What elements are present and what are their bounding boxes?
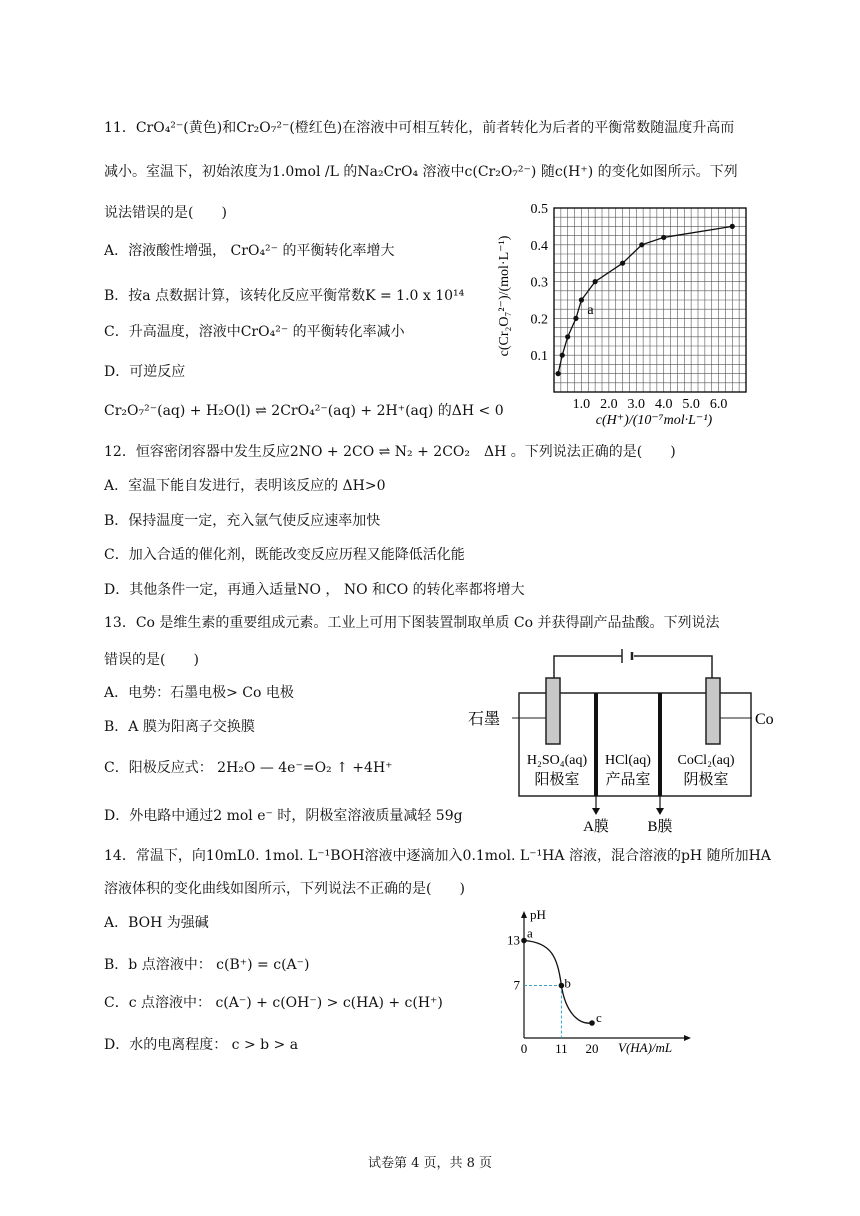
q12-stem: 12．恒容密闭容器中发生反应2NO + 2CO ⇌ N₂ + 2CO₂ ΔH 。下列说法正确的是( ) — [104, 444, 676, 460]
q14-option-b: B．b 点溶液中： c(B⁺) = c(A⁻) — [104, 957, 310, 973]
q14-chart-labels — [507, 926, 602, 1057]
x-tick-label: 5.0 — [682, 397, 700, 412]
co-label: Co — [755, 711, 774, 728]
q11-option-d: D．可逆反应 — [104, 364, 186, 380]
q14-option-c: C．c 点溶液中： c(A⁻) + c(OH⁻) > c(HA) + c(H⁺) — [104, 995, 443, 1011]
room3-name: 阴极室 — [683, 772, 729, 788]
q11-stem-line2: 减小。室温下，初始浓度为1.0mol /L 的Na₂CrO₄ 溶液中c(Cr₂O₇²⁻) 随c(H⁺) 的变化如图所示。下列 — [104, 164, 738, 180]
q14-option-d: D．水的电离程度： c > b > a — [104, 1037, 299, 1053]
page-footer: 试卷第 4 页，共 8 页 — [367, 1156, 493, 1171]
q12-option-b: B．保持温度一定，充入氩气使反应速率加快 — [104, 513, 381, 529]
room2-name: 产品室 — [605, 772, 651, 788]
q11-option-b: B．按a 点数据计算，该转化反应平衡常数K = 1.0 x 10¹⁴ — [104, 288, 465, 304]
q11-stem-line1: 11．CrO₄²⁻(黄色)和Cr₂O₇²⁻(橙红色)在溶液中可相互转化，前者转化为后者的平衡常数随温度升高而 — [104, 120, 735, 136]
x-tick-label: 3.0 — [627, 397, 646, 412]
data-point — [639, 242, 644, 247]
q13-stem-line2: 错误的是( ) — [104, 652, 199, 668]
y-axis-arrowhead — [521, 911, 527, 918]
data-point — [593, 279, 598, 284]
data-point — [556, 371, 561, 376]
q11-chart — [494, 196, 764, 432]
data-point — [573, 316, 578, 321]
q11-chart-ylabel: c(Cr₂O₇²⁻)/(mol·L⁻¹) — [497, 235, 512, 357]
graphite-label: 石墨 — [468, 711, 501, 728]
membrane-a-arrowhead — [592, 808, 600, 815]
q13-option-b: B．A 膜为阳离子交换膜 — [104, 719, 255, 735]
q11-chart-xlabel: c(H⁺)/(10⁻⁷mol·L⁻¹) — [595, 413, 713, 428]
room3-solution: CoCl₂(aq) — [677, 753, 735, 768]
q14-chart — [496, 906, 696, 1058]
point-label-c: c — [596, 1010, 602, 1025]
x-tick-label: 6.0 — [709, 397, 728, 412]
q11-option-a: A．溶液酸性增强， CrO₄²⁻ 的平衡转化率增大 — [104, 243, 395, 259]
x-axis-arrowhead — [684, 1035, 691, 1041]
point-label-a: a — [587, 303, 594, 318]
data-point — [560, 353, 565, 358]
data-point — [661, 235, 666, 240]
q13-option-d: D．外电路中通过2 mol e⁻ 时，阴极室溶液质量减轻 59g — [104, 808, 463, 824]
point-c — [589, 1020, 595, 1026]
y-tick-label: 0.3 — [530, 275, 548, 291]
q13-electrolysis-diagram — [466, 648, 784, 834]
y-tick-label: 0.5 — [530, 202, 548, 217]
y-tick-13: 13 — [507, 932, 520, 948]
room1-solution: H₂SO₄(aq) — [526, 753, 588, 768]
q12-option-a: A．室温下能自发进行，表明该反应的 ΔH>0 — [104, 478, 386, 494]
q13-option-a: A．电势：石墨电极> Co 电极 — [104, 685, 294, 701]
membrane-b-arrowhead — [656, 808, 664, 815]
q14-option-a: A．BOH 为强碱 — [104, 915, 209, 931]
graphite-electrode — [546, 678, 560, 744]
q12-option-d: D．其他条件一定，再通入适量NO ， NO 和CO 的转化率都将增大 — [104, 582, 525, 598]
data-point — [565, 334, 570, 339]
x-tick-11: 11 — [555, 1041, 568, 1056]
ph-curve — [524, 941, 592, 1024]
point-label-b: b — [564, 975, 571, 991]
q11-stem-line3: 说法错误的是( ) — [104, 205, 227, 221]
data-point — [620, 261, 625, 266]
q14-stem-line2: 溶液体积的变化曲线如图所示，下列说法不正确的是( ) — [104, 881, 465, 897]
y-tick-label: 0.1 — [530, 349, 548, 365]
point-label-a: a — [527, 925, 533, 941]
co-electrode — [706, 678, 720, 744]
q14-chart-xlabel: V(HA)/mL — [618, 1040, 673, 1055]
data-point — [579, 297, 584, 302]
q11-option-c: C．升高温度，溶液中CrO₄²⁻ 的平衡转化率减小 — [104, 324, 405, 340]
x-tick-label: 4.0 — [654, 397, 673, 412]
x-tick-0: 0 — [520, 1041, 528, 1056]
y-tick-label: 0.4 — [530, 238, 548, 254]
membrane-a-label: A膜 — [583, 819, 609, 834]
q12-option-c: C．加入合适的催化剂，既能改变反应历程又能降低活化能 — [104, 547, 465, 563]
q13-stem-line1: 13．Co 是维生素的重要组成元素。工业上可用下图装置制取单质 Co 并获得副产品盐酸。下列说法 — [104, 615, 720, 631]
room2-solution: HCl(aq) — [605, 753, 651, 768]
q14-chart-ylabel: pH — [530, 907, 546, 922]
room1-name: 阳极室 — [534, 772, 580, 788]
data-point — [730, 224, 735, 229]
point-a — [521, 938, 527, 944]
point-b — [559, 983, 565, 989]
membrane-b-label: B膜 — [647, 819, 673, 834]
y-tick-7: 7 — [513, 977, 520, 993]
q13-option-c: C．阳极反应式： 2H₂O — 4e⁻=O₂ ↑ +4H⁺ — [104, 760, 393, 776]
q14-stem-line1: 14．常温下，向10mL0. 1mol. L⁻¹BOH溶液中逐滴加入0.1mol. L⁻¹HA 溶液，混合溶液的pH 随所加HA — [104, 848, 771, 864]
q11-option-d-equation: Cr₂O₇²⁻(aq) + H₂O(l) ⇌ 2CrO₄²⁻(aq) + 2H⁺(aq) 的ΔH < 0 — [104, 403, 504, 419]
x-tick-label: 1.0 — [572, 397, 591, 412]
q14-chart-axes — [521, 911, 691, 1041]
x-tick-20: 20 — [585, 1041, 599, 1056]
q14-chart-series — [521, 938, 595, 1038]
y-tick-label: 0.2 — [530, 312, 548, 328]
x-tick-label: 2.0 — [600, 397, 618, 412]
